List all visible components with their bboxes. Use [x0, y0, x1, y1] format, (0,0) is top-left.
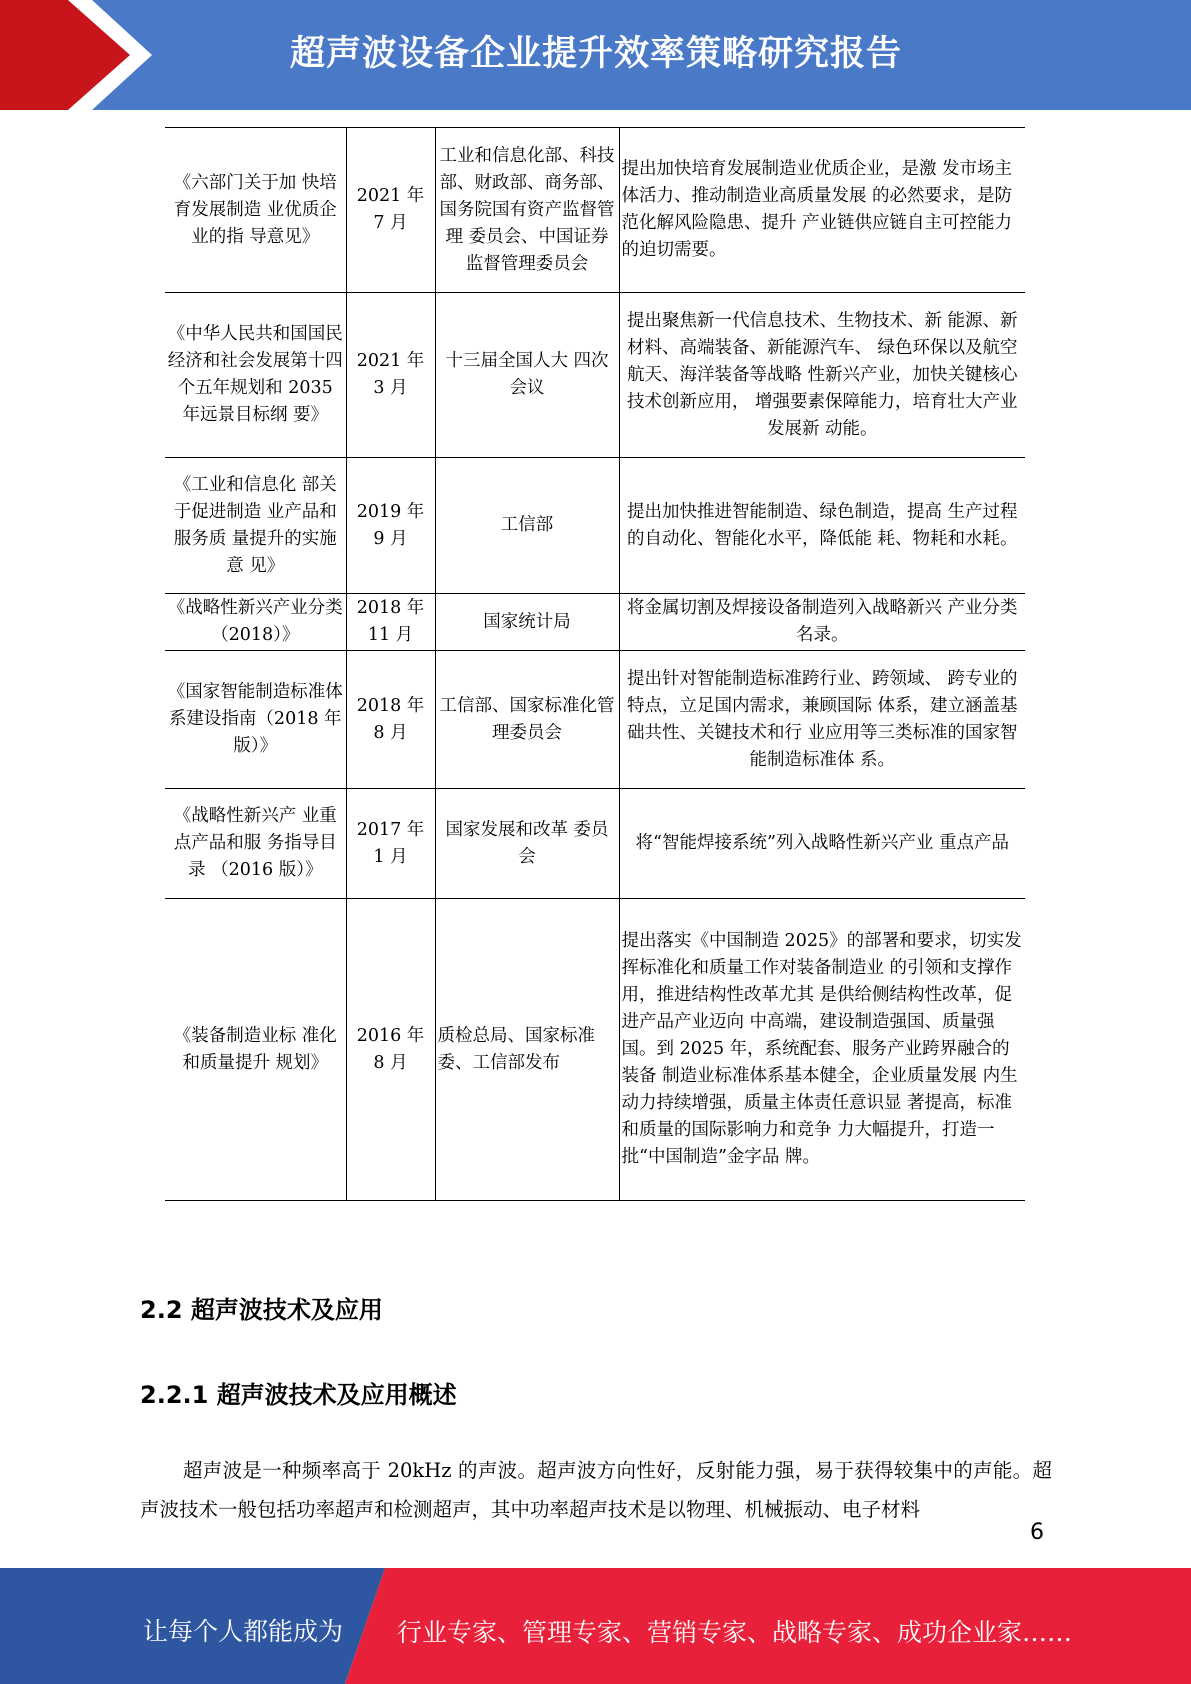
document-title: 超声波设备企业提升效率策略研究报告: [290, 34, 903, 74]
page-footer: [0, 1568, 1191, 1684]
policy-description: 提出加快推进智能制造、绿色制造，提高 生产过程的自动化、智能化水平，降低能 耗、物耗和水耗。: [619, 458, 1025, 594]
policy-date: 2016 年 8 月: [346, 899, 435, 1201]
policy-date: 2021 年 7 月: [346, 128, 435, 293]
policy-name: 《工业和信息化 部关于促进制造 业产品和服务质 量提升的实施意 见》: [165, 458, 346, 594]
table-row: [165, 594, 1025, 651]
table-row: [165, 128, 1025, 293]
policy-description: 提出加快培育发展制造业优质企业，是激 发市场主体活力、推动制造业高质量发展 的必然要求，是防范化解风险隐患、提升 产业链供应链自主可控能力的迫切需要。: [619, 128, 1025, 293]
policy-description: 提出落实《中国制造 2025》的部署和要求，切实发挥标准化和质量工作对装备制造业 的引领和支撑作用，推进结构性改革尤其 是供给侧结构性改革，促进产品产业迈向 中高端，建设制造强国、质量强国。到 2025 年，系统配套、服务产业跨界融合的装备 制造业标准体系基本健全，企业质量发展 内生动力持续增强，质量主体责任意识显 著提高，标准和质量的国际影响力和竞争 力大幅提升，打造一批“中国制造”金字品 牌。: [619, 899, 1025, 1201]
footer-slogan-left: 让每个人都能成为: [143, 1617, 344, 1646]
policy-department: 质检总局、国家标准委、工信部发布: [435, 899, 619, 1201]
policy-department: 十三届全国人大 四次会议: [435, 293, 619, 458]
table-row: [165, 458, 1025, 594]
table-row: [165, 789, 1025, 899]
policy-department: 国家发展和改革 委员会: [435, 789, 619, 899]
policy-name: 《战略性新兴产业分类（2018）》: [165, 594, 346, 651]
policy-name: 《中华人民共和国国民经济和社会发展第十四个五年规划和 2035 年远景目标纲 要》: [165, 293, 346, 458]
policy-date: 2018 年 8 月: [346, 651, 435, 789]
page-number: 6: [1030, 1520, 1044, 1545]
policy-date: 2018 年 11 月: [346, 594, 435, 651]
policy-department: 工业和信息化部、科技部、财政部、商务部、国务院国有资产监督管理 委员会、中国证券 监督管理委员会: [435, 128, 619, 293]
page-header: [0, 0, 1191, 110]
policy-description: 将“智能焊接系统”列入战略性新兴产业 重点产品: [619, 789, 1025, 899]
policy-name: 《装备制造业标 准化和质量提升 规划》: [165, 899, 346, 1201]
section-heading: 2.2 超声波技术及应用: [140, 1296, 383, 1324]
table-row: [165, 651, 1025, 789]
policy-date: 2021 年 3 月: [346, 293, 435, 458]
policy-name: 《六部门关于加 快培育发展制造 业优质企业的指 导意见》: [165, 128, 346, 293]
policy-name: 《国家智能制造标准体系建设指南（2018 年版）》: [165, 651, 346, 789]
policy-department: 工信部: [435, 458, 619, 594]
policy-description: 提出针对智能制造标准跨行业、跨领域、 跨专业的特点，立足国内需求，兼顾国际 体系，建立涵盖基础共性、关键技术和行 业应用等三类标准的国家智能制造标准体 系。: [619, 651, 1025, 789]
table-row: [165, 899, 1025, 1201]
policy-name: 《战略性新兴产 业重点产品和服 务指导目录 （2016 版）》: [165, 789, 346, 899]
policy-description: 将金属切割及焊接设备制造列入战略新兴 产业分类名录。: [619, 594, 1025, 651]
policy-department: 国家统计局: [435, 594, 619, 651]
policy-date: 2019 年 9 月: [346, 458, 435, 594]
body-paragraph: 超声波是一种频率高于 20kHz 的声波。超声波方向性好，反射能力强，易于获得较集中的声能。超声波技术一般包括功率超声和检测超声，其中功率超声技术是以物理、机械振动、电子材料: [140, 1459, 1052, 1521]
table-row: [165, 293, 1025, 458]
policy-date: 2017 年 1 月: [346, 789, 435, 899]
policy-department: 工信部、国家标准化管理委员会: [435, 651, 619, 789]
policy-description: 提出聚焦新一代信息技术、生物技术、新 能源、新材料、高端装备、新能源汽车、 绿色环保以及航空航天、海洋装备等战略 性新兴产业，加快关键核心技术创新应用， 增强要素保障能力，培育壮大产业发展新 动能。: [619, 293, 1025, 458]
subsection-heading: 2.2.1 超声波技术及应用概述: [140, 1381, 457, 1409]
policy-table: [165, 127, 1025, 1201]
footer-slogan-right: 行业专家、管理专家、营销专家、战略专家、成功企业家……: [397, 1618, 1073, 1647]
